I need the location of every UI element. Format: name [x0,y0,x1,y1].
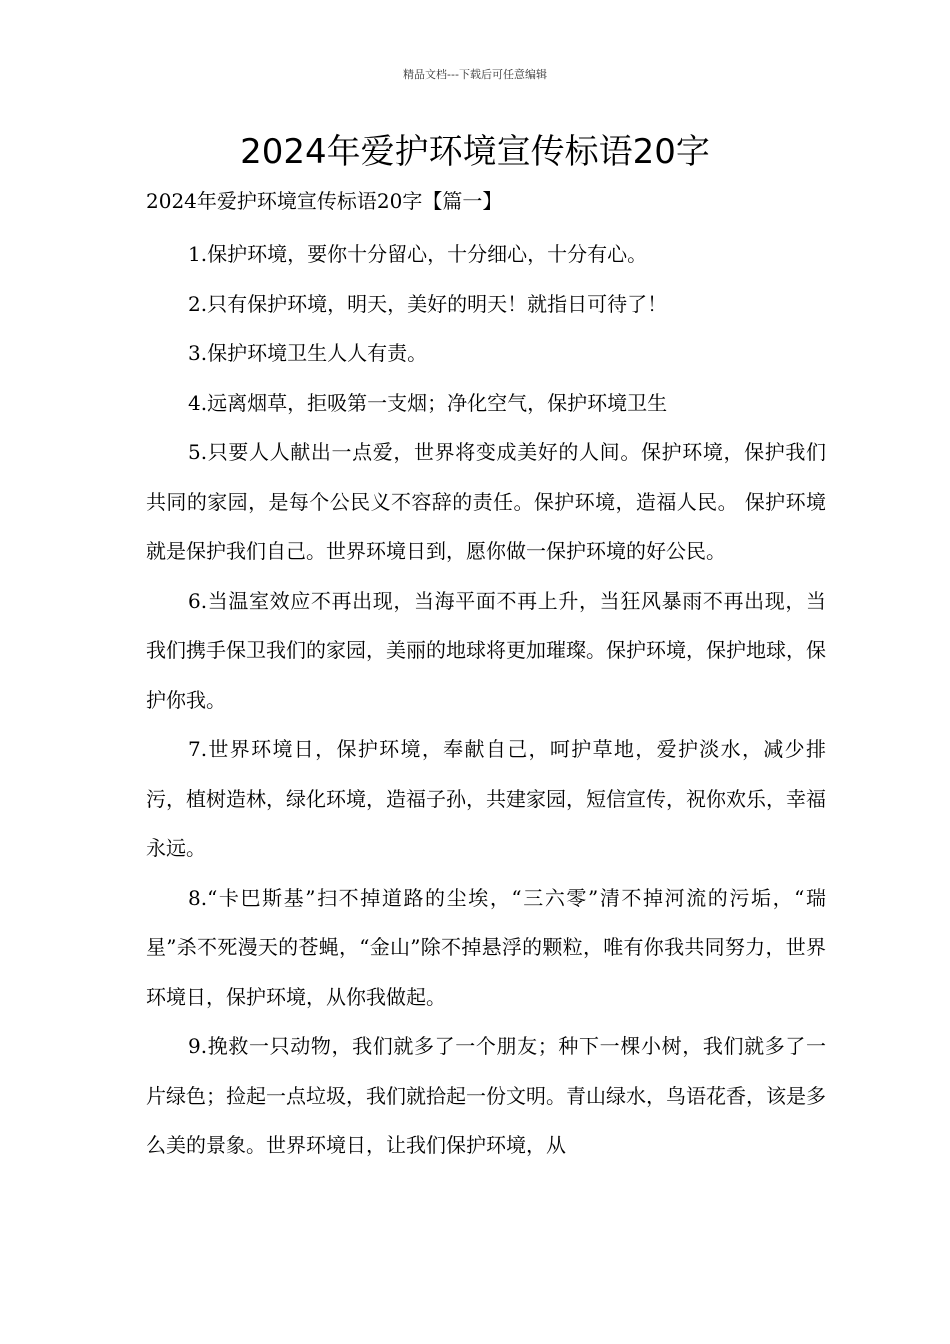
slogan-item-8: 8.“卡巴斯基”扫不掉道路的尘埃，“三六零”清不掉河流的污垢，“瑞星”杀不死漫天的苍蝇，“金山”除不掉悬浮的颗粒，唯有你我共同努力，世界环境日，保护环境，从你我做起。 [146,885,826,1009]
slogan-item-4: 4.远离烟草，拒吸第一支烟；净化空气，保护环境卫生 [188,390,668,415]
slogan-item-5: 5.只要人人献出一点爱，世界将变成美好的人间。保护环境，保护我们共同的家园，是每个公民义不容辞的责任。保护环境，造福人民。 保护环境就是保护我们自己。世界环境日到，愿你做一保护环境的好公民。 [146,440,826,563]
document-body [146,230,826,1171]
slogan-item-7: 7.世界环境日，保护环境，奉献自己，呵护草地，爱护淡水，减少排污，植树造林，绿化环境，造福子孙，共建家园，短信宣传，祝你欢乐，幸福永远。 [146,737,826,860]
slogan-item-6: 6.当温室效应不再出现，当海平面不再上升，当狂风暴雨不再出现，当我们携手保卫我们的家园，美丽的地球将更加璀璨。保护环境，保护地球，保护你我。 [146,588,826,712]
slogan-item-3: 3.保护环境卫生人人有责。 [188,341,428,365]
section-subtitle: 2024年爱护环境宣传标语20字【篇一】 [146,189,503,213]
header-note: 精品文档---下载后可任意编辑 [403,68,547,81]
page-title: 2024年爱护环境宣传标语20字 [240,132,710,172]
slogan-item-9: 9.挽救一只动物，我们就多了一个朋友；种下一棵小树，我们就多了一片绿色；捡起一点垃圾，我们就拾起一份文明。青山绿水，鸟语花香，该是多么美的景象。世界环境日，让我们保护环境，从 [146,1034,826,1157]
slogan-item-1: 1.保护环境，要你十分留心，十分细心，十分有心。 [188,242,648,266]
slogan-item-2: 2.只有保护环境，明天，美好的明天！就指日可待了！ [188,291,668,316]
